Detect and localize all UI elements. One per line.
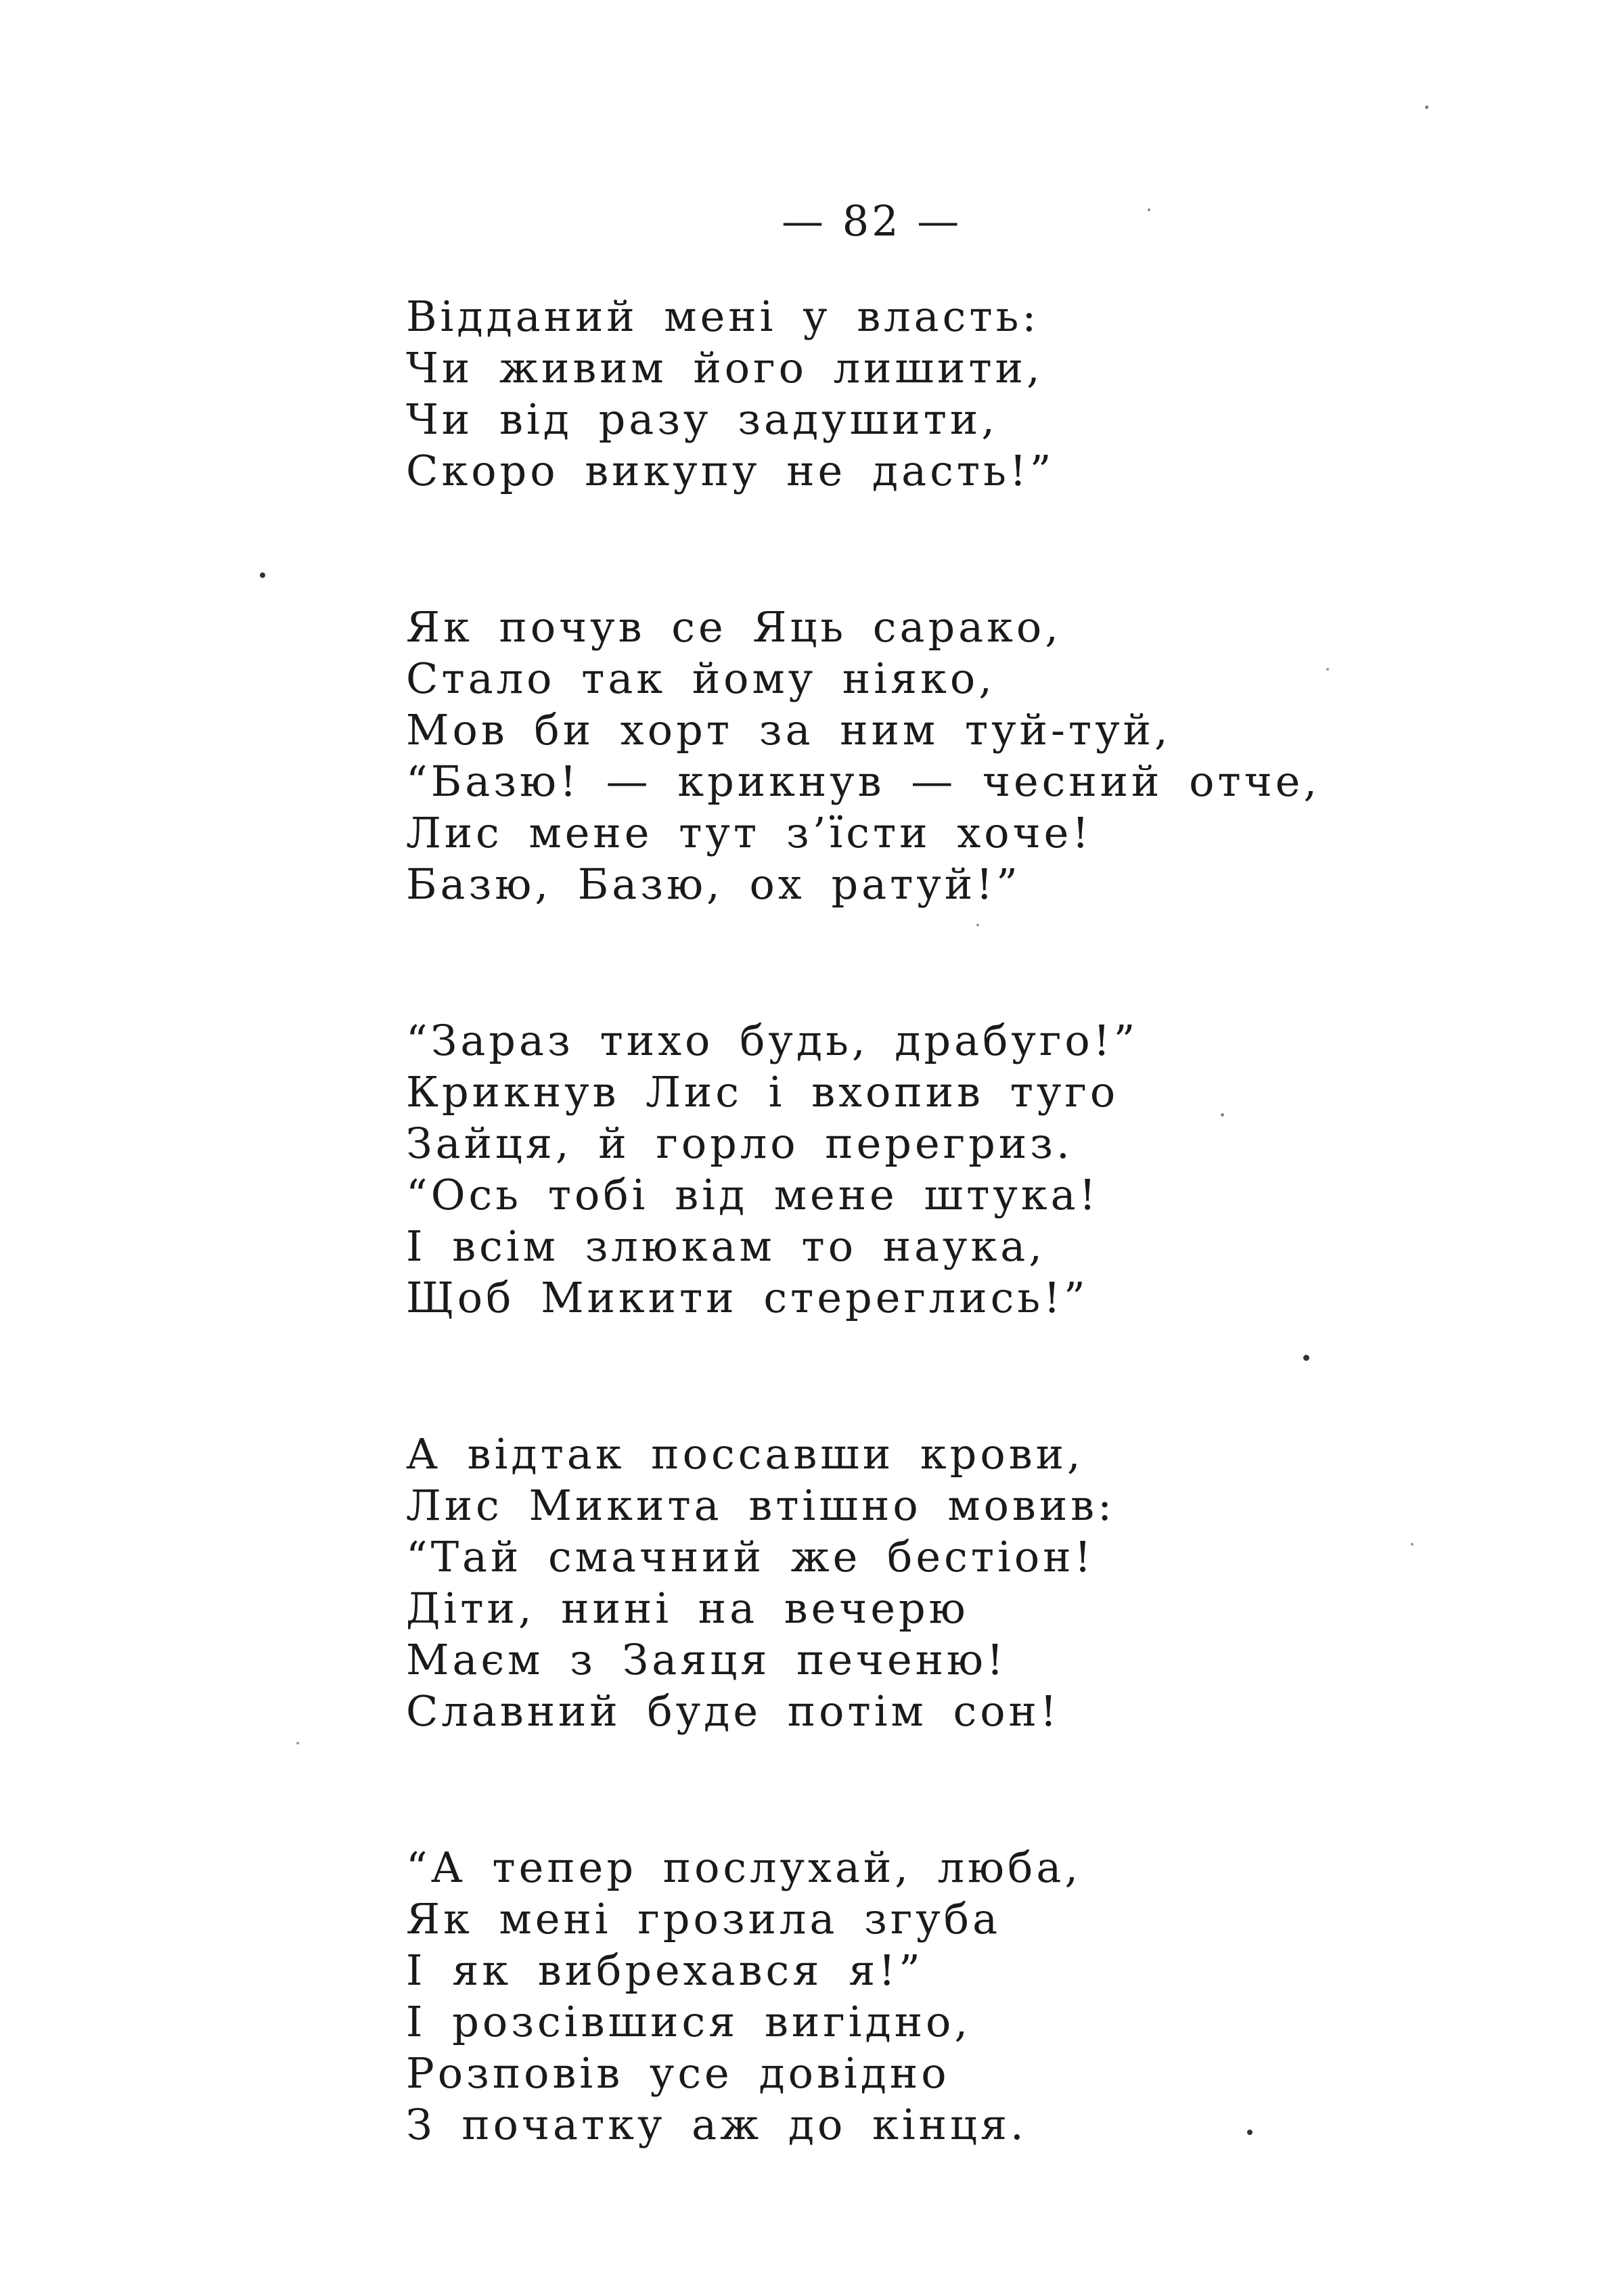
poem-line: “Тай смачний же бестіон! bbox=[406, 1532, 1095, 1581]
poem-line: Стало так йому ніяко, bbox=[406, 654, 995, 703]
stanza-3 bbox=[406, 1015, 1516, 1324]
scan-speck bbox=[296, 1742, 299, 1745]
poem-line: І розсівшися вигідно, bbox=[406, 1997, 972, 2046]
poem-line: Чи живим його лишити, bbox=[406, 343, 1043, 392]
poem bbox=[406, 291, 1516, 2255]
poem-line: І всім злюкам то наука, bbox=[406, 1221, 1045, 1271]
stanza-5 bbox=[406, 1842, 1516, 2151]
poem-line: “Ось тобі від мене штука! bbox=[406, 1170, 1100, 1219]
poem-line: “А тепер послухай, люба, bbox=[406, 1843, 1082, 1892]
poem-line: Відданий мені у власть: bbox=[406, 292, 1040, 341]
poem-line: “Зараз тихо будь, драбуго!” bbox=[406, 1016, 1139, 1065]
poem-line: І як вибрехався я!” bbox=[406, 1946, 924, 1995]
scan-speck bbox=[1148, 208, 1150, 211]
scan-speck bbox=[1411, 1543, 1414, 1546]
poem-line: Славний буде потім сон! bbox=[406, 1686, 1060, 1736]
poem-line: Маєм з Заяця печеню! bbox=[406, 1635, 1007, 1684]
poem-line: Як почув се Яць сарако, bbox=[406, 602, 1062, 652]
scan-speck bbox=[1303, 1355, 1309, 1361]
poem-line: Чи від разу задушити, bbox=[406, 395, 998, 444]
poem-line: Щоб Микити стереглись!” bbox=[406, 1273, 1089, 1322]
poem-line: Розповів усе довідно bbox=[406, 2048, 950, 2098]
stanza-1 bbox=[406, 291, 1516, 497]
poem-line: Діти, нині на вечерю bbox=[406, 1583, 969, 1633]
stanza-4 bbox=[406, 1429, 1516, 1737]
scan-speck bbox=[1221, 1113, 1224, 1117]
page-number: — 82 — bbox=[782, 196, 962, 246]
scan-speck bbox=[1326, 668, 1329, 671]
poem-line: Мов би хорт за ним туй-туй, bbox=[406, 705, 1171, 755]
stanza-2 bbox=[406, 602, 1516, 910]
scan-speck bbox=[1425, 106, 1428, 109]
poem-line: З початку аж до кінця. bbox=[406, 2100, 1027, 2149]
poem-line: Як мені грозила згуба bbox=[406, 1894, 1001, 1944]
poem-line: Крикнув Лис і вхопив туго bbox=[406, 1067, 1119, 1117]
poem-line: А відтак поссавши крови, bbox=[406, 1429, 1084, 1479]
poem-line: Лис мене тут з’їсти хоче! bbox=[406, 808, 1093, 857]
poem-line: Скоро викупу не дасть!” bbox=[406, 446, 1055, 495]
scan-speck bbox=[260, 572, 265, 578]
scan-speck bbox=[976, 924, 979, 926]
poem-line: Лис Микита втішно мовив: bbox=[406, 1481, 1115, 1530]
poem-line: “Базю! — крикнув — чесний отче, bbox=[406, 757, 1321, 806]
poem-line: Базю, Базю, ох ратуй!” bbox=[406, 859, 1021, 909]
scan-speck bbox=[1247, 2130, 1253, 2135]
poem-line: Зайця, й горло перегриз. bbox=[406, 1119, 1073, 1168]
